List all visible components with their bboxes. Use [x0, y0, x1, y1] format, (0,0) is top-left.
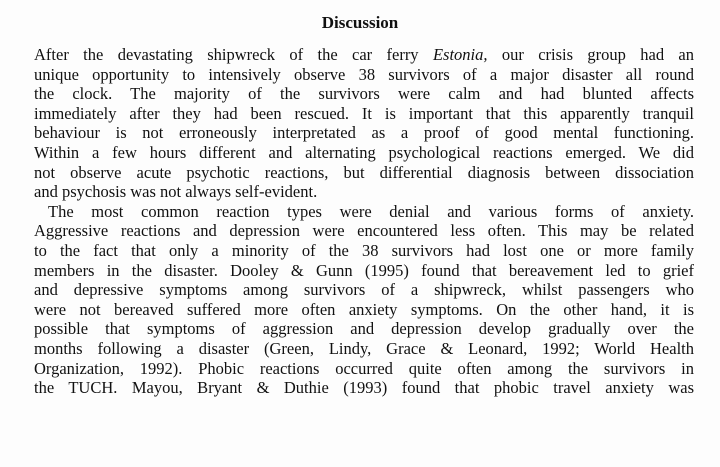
text-line: Aggressive reactions and depression were encountered less often. This may be related	[34, 221, 694, 241]
text-line: possible that symptoms of aggression and depression develop gradually over the	[34, 319, 694, 339]
text-line: The most common reaction types were denial and various forms of anxiety.	[48, 201, 694, 221]
text-line: After the devastating shipwreck of the car ferry Estonia, our crisis group had an	[34, 45, 695, 64]
body-text	[34, 45, 694, 398]
text-line: months following a disaster (Green, Lindy, Grace & Leonard, 1992; World Health	[34, 338, 694, 358]
paragraph	[34, 202, 694, 398]
text-line: members in the disaster. Dooley & Gunn (1995) found that bereavement led to grief	[34, 260, 694, 280]
text-line: immediately after they had been rescued. It is important that this apparently tranquil	[34, 103, 694, 123]
text-line: were not bereaved suffered more often anxiety symptoms. On the other hand, it is	[34, 299, 694, 319]
text-line: behaviour is not erroneously interpretated as a proof of good mental functioning.	[34, 123, 694, 143]
section-heading: Discussion	[321, 13, 399, 32]
text-line: unique opportunity to intensively observe 38 survivors of a major disaster all round	[34, 64, 694, 84]
text-line: to the fact that only a minority of the 38 survivors had lost one or more family	[34, 240, 694, 260]
ship-name: Estonia,	[432, 45, 488, 64]
text-line: not observe acute psychotic reactions, but differential diagnosis between dissociation	[34, 162, 694, 182]
text-line: the clock. The majority of the survivors were calm and had blunted affects	[34, 84, 694, 104]
paragraph	[34, 45, 694, 202]
text-line: and psychosis was not always self-evident.	[34, 182, 318, 202]
text-line: Organization, 1992). Phobic reactions occurred quite often among the survivors in	[34, 358, 694, 378]
text-line: Within a few hours different and alternating psychological reactions emerged. We did	[34, 142, 694, 162]
text-line: the TUCH. Mayou, Bryant & Duthie (1993) found that phobic travel anxiety was	[34, 378, 694, 398]
text-line: and depressive symptoms among survivors of a shipwreck, whilst passengers who	[34, 280, 694, 300]
